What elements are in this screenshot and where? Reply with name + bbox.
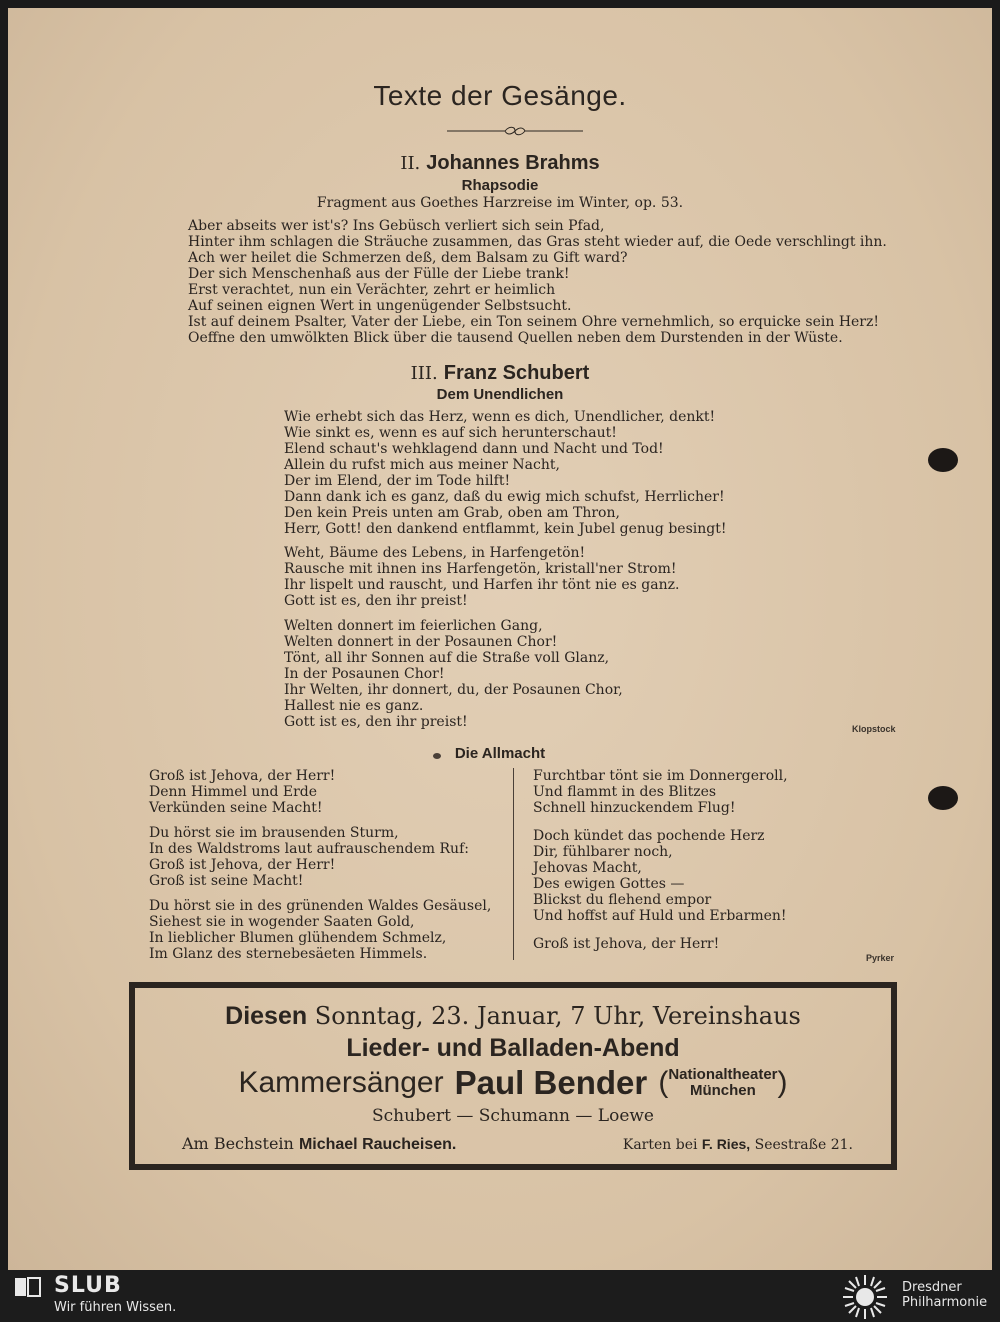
ad-event-title: Lieder- und Balladen-Abend [346,1034,680,1062]
concert-advertisement [129,982,897,1170]
schubert-stanza [284,409,726,537]
ad-tickets-address: Seestraße 21. [754,1137,853,1153]
ad-accompanist [182,1134,456,1154]
work-title: Dem Unendlichen [436,386,564,403]
text-line: Hinter ihm schlagen die Sträuche zusammen, das Gras steht wieder auf, die Oede verschlingt ihn. [188,234,887,250]
column-divider [513,768,514,960]
text-line: Allein du rufst mich aus meiner Nacht, [284,457,560,473]
ad-paren-close: ) [777,1066,788,1099]
text-line: Oeffne den umwölkten Blick über die tausend Quellen neben dem Durstenden in der Wüste. [188,330,843,346]
philharmonie-name-line: Dresdner [902,1280,962,1295]
philharmonie-logo-icon [840,1272,890,1322]
schubert-heading [0,362,1000,385]
punch-hole [928,786,958,810]
text-line: Elend schaut's wehklagend dann und Nacht und Tod! [284,441,664,457]
work-title: Die Allmacht [454,745,546,762]
text-line: Wie erhebt sich das Herz, wenn es dich, Unendlicher, denkt! [284,409,716,425]
allmacht-right-stanza [533,936,719,952]
ad-affiliation [668,1067,777,1099]
text-line: Dir, fühlbarer noch, [533,844,673,860]
slub-logo-icon [14,1276,42,1298]
ad-date-venue: Sonntag, 23. Januar, 7 Uhr, Vereinshaus [314,1002,801,1030]
text-line: Blickst du flehend empor [533,892,712,908]
ad-performer-name: Paul Bender [454,1064,648,1101]
text-line: Im Glanz des sternebesäeten Himmels. [149,946,428,962]
text-line: Groß ist Jehova, der Herr! [533,936,720,952]
text-line: Dann dank ich es ganz, daß du ewig mich schufst, Herrlicher! [284,489,725,505]
ornament-divider [447,125,583,137]
ad-affiliation-line: München [689,1082,756,1099]
text-line: Gott ist es, den ihr preist! [284,593,468,609]
poet-credit: Klopstock [852,724,896,734]
text-line: Doch kündet das pochende Herz [533,828,765,844]
text-line: Furchtbar tönt sie im Donnergeroll, [533,768,788,784]
text-line: Groß ist Jehova, der Herr! [149,768,336,784]
text-line: Ihr Welten, ihr donnert, du, der Posaunen Chor, [284,682,623,698]
text-line: Denn Himmel und Erde [149,784,318,800]
text-line: In des Waldstroms laut aufrauschendem Ruf: [149,841,469,857]
text-line: Und flammt in des Blitzes [533,784,717,800]
text-line: Schnell hinzuckendem Flug! [533,800,736,816]
ad-performer-line [135,1064,891,1108]
ad-accompanist-label: Am Bechstein [182,1134,294,1153]
composer-name: Johannes Brahms [426,152,600,174]
text-line: Welten donnert in der Posaunen Chor! [284,634,558,650]
text-line: Der im Elend, der im Tode hilft! [284,473,511,489]
ad-tickets-seller: F. Ries, [701,1136,751,1152]
text-line: Wie sinkt es, wenn es auf sich herunterschaut! [284,425,617,441]
ad-headword: Diesen [225,1002,308,1030]
text-line: Groß ist seine Macht! [149,873,304,889]
allmacht-right-stanza [533,768,788,816]
page-title: Texte der Gesänge. [373,80,627,111]
work-title: Rhapsodie [461,177,539,194]
poet-credit: Pyrker [866,953,895,963]
footer-bar [0,1270,1000,1322]
section-number: II. [400,153,421,174]
brahms-heading [0,152,1000,175]
ad-affiliation-line: Nationaltheater [668,1066,778,1083]
text-line: Herr, Gott! den dankend entflammt, kein Jubel genug besingt! [284,521,727,537]
text-line: Du hörst sie in des grünenden Waldes Gesäusel, [149,898,492,914]
text-line: Des ewigen Gottes — [533,876,685,892]
ad-tickets [623,1136,853,1153]
text-line: Siehest sie in wogender Saaten Gold, [149,914,415,930]
brahms-text [188,218,887,346]
ad-performer-title: Kammersänger [238,1066,444,1099]
text-line: Ihr lispelt und rauscht, und Harfen ihr tönt nie es ganz. [284,577,680,593]
allmacht-left-stanza [149,768,335,816]
text-line: Erst verachtet, nun ein Verächter, zehrt er heimlich [188,282,556,298]
text-line: Auf seinen eignen Wert in ungenügender Selbstsucht. [188,298,572,314]
text-line: Du hörst sie im brausenden Sturm, [149,825,399,841]
philharmonie-name [902,1280,997,1310]
text-line: Welten donnert im feierlichen Gang, [284,618,543,634]
text-line: Ach wer heilet die Schmerzen deß, dem Balsam zu Gift ward? [188,250,628,266]
work-subtitle: Fragment aus Goethes Harzreise im Winter, op. 53. [316,195,684,211]
section-number: III. [410,363,438,384]
text-line: Tönt, all ihr Sonnen auf die Straße voll Glanz, [284,650,610,666]
text-line: Der sich Menschenhaß aus der Fülle der Liebe trank! [188,266,570,282]
schubert-stanza [284,618,623,730]
text-line: In der Posaunen Chor! [284,666,445,682]
text-line: Aber abseits wer ist's? Ins Gebüsch verliert sich sein Pfad, [188,218,605,234]
text-line: Ist auf deinem Psalter, Vater der Liebe, ein Ton seinem Ohre vernehmlich, so erquicke sein Herz! [188,314,880,330]
ad-accompanist-name: Michael Raucheisen. [298,1136,457,1153]
punch-hole [928,448,958,472]
text-line: Hallest nie es ganz. [284,698,424,714]
text-line: Rausche mit ihnen ins Harfengetön, kristall'ner Strom! [284,561,677,577]
text-line: Verkünden seine Macht! [149,800,323,816]
allmacht-right-stanza [533,828,787,924]
text-line: Weht, Bäume des Lebens, in Harfengetön! [284,545,586,561]
allmacht-left-stanza [149,825,469,889]
ad-date-line [135,1002,891,1031]
ad-program: Schubert — Schumann — Loewe [372,1106,654,1126]
allmacht-left-stanza [149,898,491,962]
text-line: Und hoffst auf Huld und Erbarmen! [533,908,787,924]
schubert-stanza [284,545,679,609]
text-line: In lieblicher Blumen glühendem Schmelz, [149,930,447,946]
text-line: Groß ist Jehova, der Herr! [149,857,336,873]
composer-name: Franz Schubert [443,362,590,384]
slub-name: SLUB [54,1273,122,1298]
text-line: Jehovas Macht, [533,860,642,876]
slub-tagline: Wir führen Wissen. [54,1300,177,1315]
philharmonie-name-line: Philharmonie [902,1295,988,1310]
ad-tickets-label: Karten bei [622,1137,698,1153]
text-line: Gott ist es, den ihr preist! [284,714,468,730]
ad-paren-open: ( [658,1066,669,1099]
text-line: Den kein Preis unten am Grab, oben am Thron, [284,505,620,521]
